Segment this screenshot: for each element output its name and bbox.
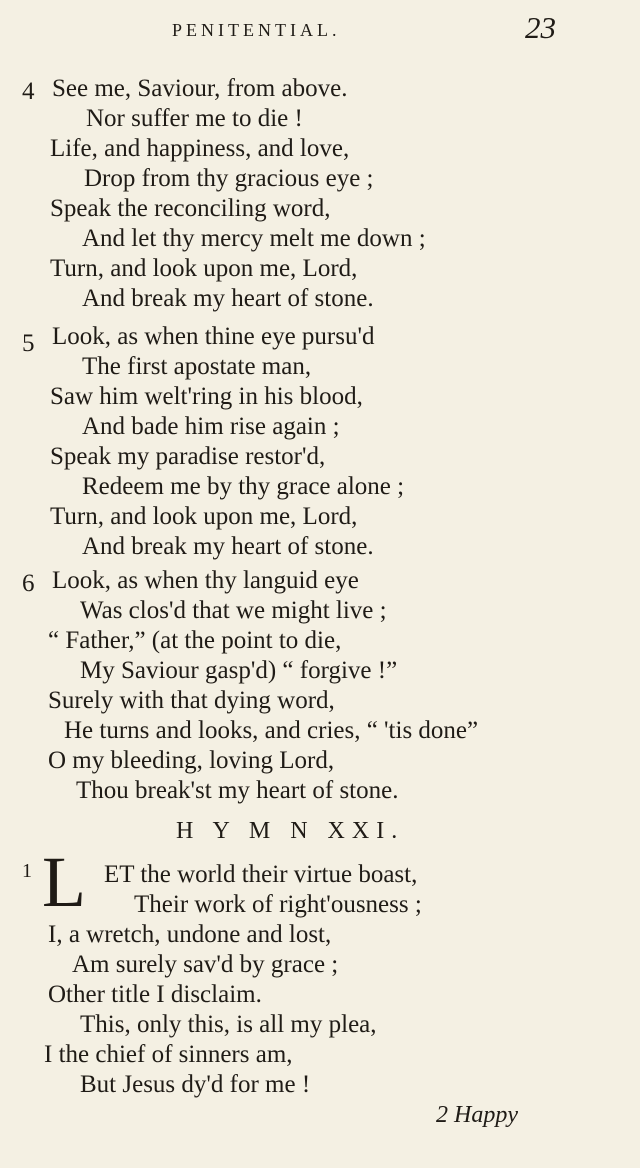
verse-line: But Jesus dy'd for me ! — [80, 1071, 311, 1098]
drop-cap: L — [42, 842, 86, 922]
verse-line: Nor suffer me to die ! — [86, 105, 303, 132]
page-number: 23 — [525, 10, 556, 45]
verse-line: Look, as when thine eye pursu'd — [52, 323, 375, 350]
verse-line: See me, Saviour, from above. — [52, 75, 348, 102]
running-header: PENITENTIAL. — [172, 20, 341, 40]
stanza-number: 4 — [22, 78, 35, 105]
verse-line: He turns and looks, and cries, “ 'tis done” — [64, 717, 479, 744]
verse-line: And break my heart of stone. — [82, 533, 374, 560]
verse-line: I, a wretch, undone and lost, — [48, 921, 332, 948]
verse-line: “ Father,” (at the point to die, — [48, 627, 342, 654]
verse-line: My Saviour gasp'd) “ forgive !” — [80, 657, 398, 684]
verse-line: I the chief of sinners am, — [44, 1041, 293, 1068]
verse-line: Speak my paradise restor'd, — [50, 443, 326, 470]
verse-line: Surely with that dying word, — [48, 687, 335, 714]
verse-line: Drop from thy gracious eye ; — [84, 165, 374, 192]
verse-line: And break my heart of stone. — [82, 285, 374, 312]
verse-line: Am surely sav'd by grace ; — [72, 951, 339, 978]
verse-line: Life, and happiness, and love, — [50, 135, 350, 162]
verse-line: Look, as when thy languid eye — [52, 567, 359, 594]
verse-line: O my bleeding, loving Lord, — [48, 747, 335, 774]
verse-line: Thou break'st my heart of stone. — [76, 777, 399, 804]
verse-line: And bade him rise again ; — [82, 413, 340, 440]
verse-line: And let thy mercy melt me down ; — [82, 225, 426, 252]
stanza-number: 5 — [22, 330, 35, 357]
stanza-number: 6 — [22, 570, 35, 597]
verse-line: Their work of right'ousness ; — [134, 891, 422, 918]
verse-line: ET the world their virtue boast, — [104, 861, 418, 888]
hymn-title: H Y M N XXI. — [176, 818, 405, 844]
verse-line: Other title I disclaim. — [48, 981, 262, 1008]
verse-line: This, only this, is all my plea, — [80, 1011, 377, 1038]
verse-line: Turn, and look upon me, Lord, — [50, 503, 358, 530]
verse-line: Was clos'd that we might live ; — [80, 597, 387, 624]
verse-line: Speak the reconciling word, — [50, 195, 331, 222]
verse-line: Saw him welt'ring in his blood, — [50, 383, 363, 410]
verse-line: Turn, and look upon me, Lord, — [50, 255, 358, 282]
verse-line: Redeem me by thy grace alone ; — [82, 473, 405, 500]
catchword: 2 Happy — [436, 1102, 518, 1128]
stanza-number: 1 — [22, 860, 32, 882]
verse-line: The first apostate man, — [82, 353, 312, 380]
